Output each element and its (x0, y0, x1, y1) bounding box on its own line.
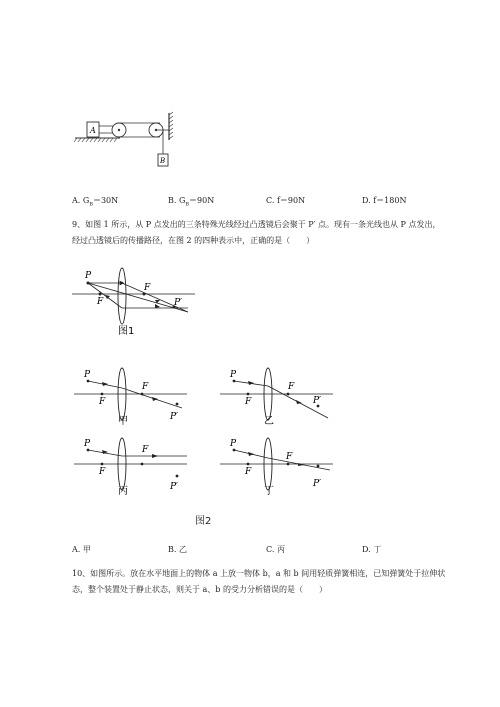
label-a: A (90, 126, 96, 135)
svg-text:F: F (142, 445, 149, 455)
svg-text:P′: P′ (170, 412, 179, 422)
q8-option-b[interactable] (168, 195, 214, 208)
option-text: f＝90N (276, 196, 306, 205)
option-text: 乙 (178, 545, 187, 554)
option-letter: C. (266, 196, 275, 205)
svg-text:P: P (230, 370, 237, 380)
option-text: 丙 (276, 545, 285, 554)
q8-option-a[interactable] (72, 195, 118, 208)
label-p-prime: P′ (174, 298, 183, 308)
option-rest: ＝30N (92, 196, 119, 205)
option-text: 丁 (373, 545, 382, 554)
svg-text:F: F (99, 467, 106, 477)
convex-lens (118, 268, 126, 324)
option-sub: B (185, 201, 190, 208)
svg-text:F: F (142, 382, 149, 392)
option-text: G (178, 196, 186, 205)
panel-name: 乙 (264, 416, 274, 427)
q9-line1: 9、如图 1 所示，从 P 点发出的三条特殊光线经过凸透镜后会聚于 P′ 点。现有一条光线也从 P 点发出， (72, 220, 441, 229)
svg-text:P: P (84, 439, 91, 449)
option-letter: B. (168, 545, 177, 554)
svg-text:P: P (84, 370, 91, 380)
svg-text:P: P (230, 439, 237, 449)
q8-option-d[interactable] (362, 195, 406, 206)
panel-name: 丁 (264, 486, 274, 497)
pulley-diagram (70, 110, 185, 170)
q9-option-c[interactable] (266, 544, 285, 555)
label-f-right: F (144, 283, 151, 293)
figure-2-panel-jia (72, 366, 192, 428)
option-letter: A. (72, 196, 81, 205)
figure-2-caption: 图2 (195, 516, 212, 527)
figure-1 (70, 264, 200, 344)
option-letter: C. (266, 545, 275, 554)
panel-name: 丙 (118, 486, 128, 497)
svg-text:F: F (99, 397, 106, 407)
svg-text:P′: P′ (170, 482, 179, 492)
option-text: G (82, 196, 90, 205)
option-text: 甲 (82, 545, 91, 554)
q9-line2: 经过凸透镜后的传播路径，在图 2 的四种表示中，正确的是（ ） (72, 236, 315, 245)
panel-name: 甲 (118, 416, 128, 427)
q9-option-a[interactable] (72, 544, 91, 555)
q10-line1: 10、如图所示。放在水平地面上的物体 a 上放一物体 b，a 和 b 间用轻质弹簧相连，已知弹簧处于拉伸状 (72, 569, 446, 578)
label-f-left: F (97, 297, 104, 307)
figure-1-caption: 图1 (118, 326, 135, 337)
option-text: f＝180N (373, 196, 407, 205)
label-p: P (85, 271, 92, 281)
option-letter: B. (168, 196, 177, 205)
option-letter: D. (362, 545, 371, 554)
figure-2-panel-ding (218, 436, 338, 498)
figure-2-panel-yi (218, 366, 338, 428)
svg-text:F: F (288, 382, 295, 392)
svg-text:F: F (245, 467, 252, 477)
option-rest: ＝90N (189, 196, 215, 205)
option-letter: D. (362, 196, 371, 205)
q8-option-c[interactable] (266, 195, 305, 206)
label-b: B (160, 157, 166, 165)
svg-text:F: F (286, 452, 293, 462)
svg-text:P′: P′ (313, 396, 322, 406)
figure-2-panel-bing (72, 436, 192, 498)
q10-line2: 态，整个装置处于静止状态，则关于 a、b 的受力分析错误的是（ ） (72, 585, 327, 594)
option-letter: A. (72, 545, 81, 554)
q9-option-d[interactable] (362, 544, 381, 555)
svg-text:P′: P′ (313, 479, 322, 489)
svg-text:F: F (245, 397, 252, 407)
q9-option-b[interactable] (168, 544, 187, 555)
option-sub: B (89, 201, 93, 208)
